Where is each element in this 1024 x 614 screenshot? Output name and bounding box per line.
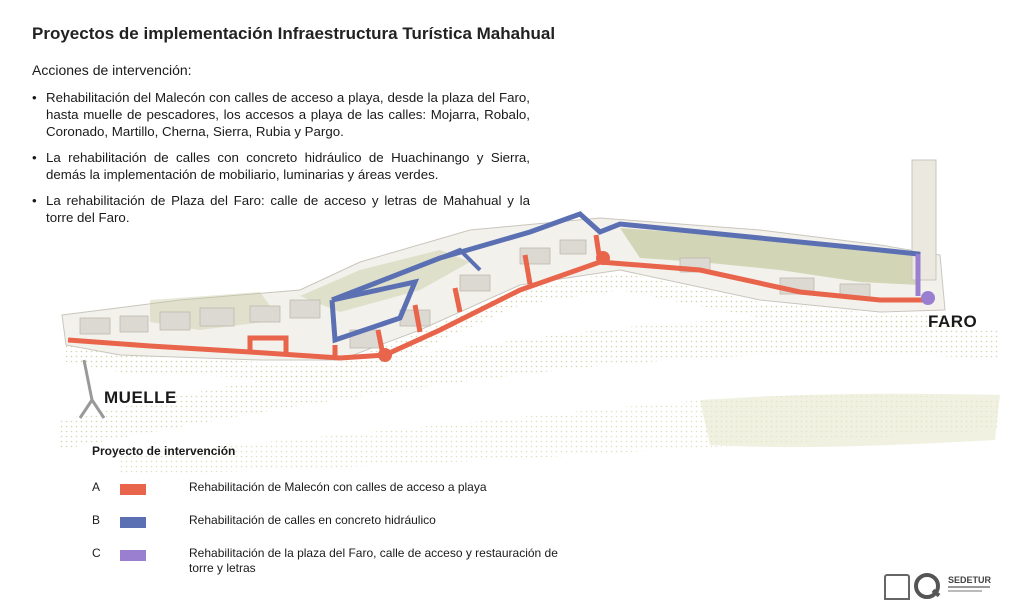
quintana-roo-logo-icon xyxy=(914,573,940,599)
sedetur-logo: SEDETUR xyxy=(948,575,992,585)
legend-label: Rehabilitación de calles en concreto hidráulico xyxy=(189,513,436,527)
route-a-node xyxy=(596,251,610,265)
footer-logos xyxy=(884,570,994,606)
action-item: • La rehabilitación de Plaza del Faro: calle de acceso y letras de Mahahual y la torre del Faro. xyxy=(30,192,530,226)
route-a-node xyxy=(378,348,392,362)
reef-band-far xyxy=(700,394,1000,447)
legend-swatch xyxy=(120,550,146,561)
place-label-faro: FARO xyxy=(928,312,978,331)
action-item: • Rehabilitación del Malecón con calles de acceso a playa, desde la plaza del Faro, hasta muelle de pescadores, los accesos a playa de las calles: Mojarra, Robalo, Coronado, Martillo, Cherna, Sierra, Rubia y Pargo. xyxy=(30,89,530,140)
legend-item-c xyxy=(92,546,592,582)
place-label-muelle: MUELLE xyxy=(104,388,177,407)
section-subtitle: Acciones de intervención: xyxy=(32,62,192,78)
legend-letter: C xyxy=(92,546,101,560)
faro-plaza xyxy=(921,291,935,305)
legend-swatch xyxy=(120,484,146,495)
actions-list xyxy=(30,89,530,235)
government-logo-icon xyxy=(884,574,910,600)
legend-item-a xyxy=(92,480,592,516)
action-item: • La rehabilitación de calles con concreto hidráulico de Huachinango y Sierra, demás la implementación de mobiliario, luminarias y áreas verdes. xyxy=(30,149,530,183)
page-title: Proyectos de implementación Infraestructura Turística Mahahual xyxy=(32,24,556,43)
legend-letter: A xyxy=(92,480,101,494)
legend-title: Proyecto de intervención xyxy=(92,444,236,458)
legend-label: Rehabilitación de la plaza del Faro, calle de acceso y restauración de torre y letras xyxy=(189,546,558,575)
legend-letter: B xyxy=(92,513,101,527)
legend-swatch xyxy=(120,517,146,528)
legend-label: Rehabilitación de Malecón con calles de acceso a playa xyxy=(189,480,487,494)
muelle-pier xyxy=(80,360,104,418)
legend-item-b xyxy=(92,513,592,549)
